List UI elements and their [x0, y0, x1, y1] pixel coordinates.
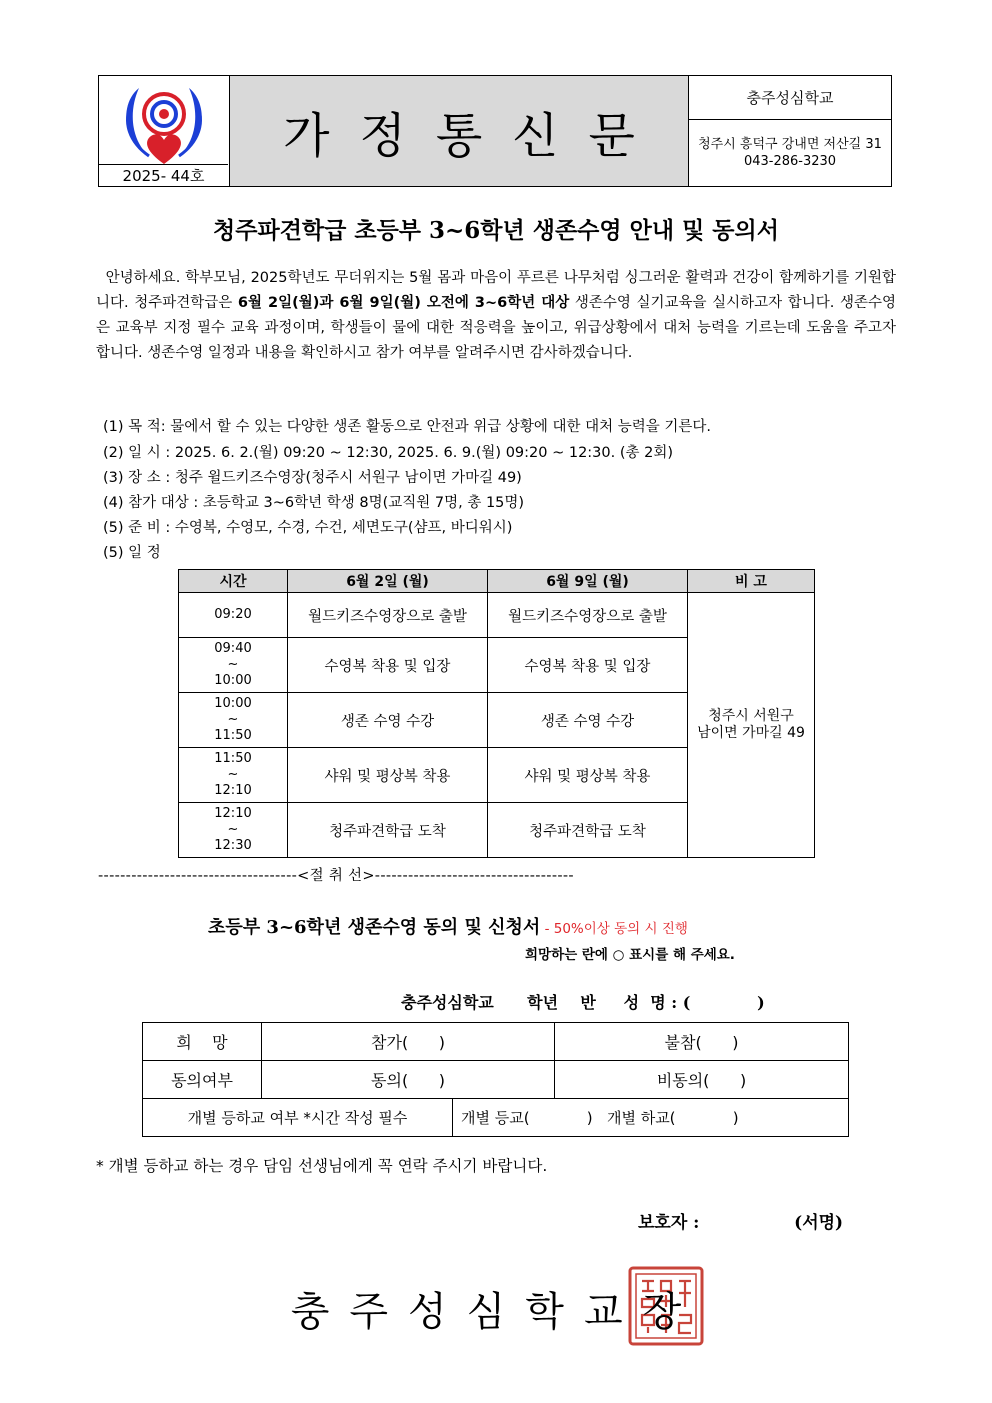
school-phone: 043-286-3230 [743, 154, 837, 169]
item-preparation: (5) 준 비 : 수영복, 수영모, 수경, 수건, 세면도구(샴프, 바디워시) [103, 520, 513, 536]
june2-cell: 수영복 착용 및 입장 [288, 638, 488, 693]
document-title: 청주파견학급 초등부 3~6학년 생존수영 안내 및 동의서 [213, 217, 779, 244]
june9-cell: 월드키즈수영장으로 출발 [488, 593, 688, 638]
time-cell: 09:20 [179, 593, 288, 638]
school-contact [689, 120, 891, 186]
time-cell: 11:50 ~ 12:10 [179, 748, 288, 803]
schedule-table [178, 569, 815, 858]
newsletter-title-cell [230, 76, 689, 186]
item-purpose: (1) 목 적: 물에서 할 수 있는 다양한 생존 활동으로 안전과 위급 상황에 대한 대처 능력을 기른다. [103, 419, 712, 435]
join-option[interactable]: 참가( ) [262, 1023, 555, 1061]
col-june9: 6월 9일 (월) [488, 570, 688, 593]
item-participants: (4) 참가 대상 : 초등학교 3~6학년 학생 8명(교직원 7명, 총 15명) [103, 495, 525, 511]
header-box [98, 75, 892, 187]
form-title [208, 913, 688, 939]
individual-label: 개별 등하교 여부 *시간 작성 필수 [143, 1099, 453, 1136]
form-condition-note: - 50%이상 동의 시 진행 [540, 921, 688, 937]
individual-commute-field[interactable]: 개별 등교( ) 개별 하교( ) [461, 1109, 739, 1127]
logo-cell [99, 76, 230, 186]
consent-label: 동의여부 [143, 1061, 262, 1099]
item-place: (3) 장 소 : 청주 윌드키즈수영장(청주시 서원구 남이면 가마길 49) [103, 470, 522, 486]
time-cell: 12:10 ~ 12:30 [179, 803, 288, 858]
item-date: (2) 일 시 : 2025. 6. 2.(월) 09:20 ~ 12:30, 2025. 6. 9.(월) 09:20 ~ 12:30. (총 2회) [103, 445, 674, 461]
school-address: 청주시 흥덕구 강내면 저산길 31 [698, 137, 882, 152]
principal-title: 충주성심학교장 [290, 1289, 702, 1335]
time-cell: 09:40 ~ 10:00 [179, 638, 288, 693]
june2-cell: 월드키즈수영장으로 출발 [288, 593, 488, 638]
agree-option[interactable]: 동의( ) [262, 1061, 555, 1099]
consent-table [142, 1022, 849, 1137]
form-instruction: 희망하는 란에 ○ 표시를 해 주세요. [525, 947, 735, 963]
table-row [143, 1061, 849, 1099]
student-info-line[interactable]: 충주성심학교 학년 반 성 명 : ( ) [401, 993, 765, 1012]
june2-cell: 샤워 및 평상복 착용 [288, 748, 488, 803]
june9-cell: 청주파견학급 도착 [488, 803, 688, 858]
note-line-2: 남이면 가마길 49 [697, 725, 805, 741]
individual-row [143, 1099, 849, 1137]
note-line-1: 청주시 서원구 [708, 708, 794, 724]
table-row [143, 1023, 849, 1061]
disagree-option[interactable]: 비동의( ) [555, 1061, 849, 1099]
guardian-signature-line[interactable]: 보호자 : (서명) [638, 1213, 844, 1233]
issue-number: 2025- 44호 [99, 164, 228, 186]
intro-paragraph [96, 266, 896, 366]
schedule-header-row [179, 570, 815, 593]
table-row [143, 1099, 849, 1137]
absent-option[interactable]: 불참( ) [555, 1023, 849, 1061]
col-june2: 6월 2일 (월) [288, 570, 488, 593]
col-time: 시간 [179, 570, 288, 593]
note-cell [688, 593, 815, 858]
col-note: 비 고 [688, 570, 815, 593]
june2-cell: 생존 수영 수강 [288, 693, 488, 748]
form-title-text: 초등부 3~6학년 생존수영 동의 및 신청서 [208, 917, 541, 938]
footnote: * 개별 등하교 하는 경우 담임 선생님에게 꼭 연락 주시기 바랍니다. [96, 1157, 548, 1175]
school-name: 충주성심학교 [689, 76, 891, 120]
june9-cell: 샤워 및 평상복 착용 [488, 748, 688, 803]
hope-label: 희 망 [143, 1023, 262, 1061]
item-schedule: (5) 일 정 [103, 545, 161, 561]
intro-bold: 6월 2일(월)과 6월 9일(월) 오전에 3~6학년 대상 [237, 295, 570, 311]
school-logo-icon [119, 82, 209, 166]
june2-cell: 청주파견학급 도착 [288, 803, 488, 858]
cut-line: ------------------------------------<절 취 선>------------------------------------ [98, 868, 574, 884]
time-cell: 10:00 ~ 11:50 [179, 693, 288, 748]
intro-text-1: 안녕하세요. 학부모님, 2025학년도 무더위지는 5월 몸과 마음이 푸르른 나무처럼 싱그러운 활력과 건강이 함께하기를 기원합니다. 청주파견학급은 [96, 270, 897, 311]
june9-cell: 생존 수영 수강 [488, 693, 688, 748]
table-row [179, 593, 815, 638]
june9-cell: 수영복 착용 및 입장 [488, 638, 688, 693]
newsletter-title: 가정통신문 [283, 107, 665, 164]
intro-text-2: 생존수영 실기교육을 실시하고자 합니다. 생존수영은 교육부 지정 필수 교육 과정이며, 학생들이 물에 대한 적응력을 높이고, 위급상황에서 대처 능력을 기르는데 도움을 주고자 합니다. 생존수영 일정과 내용을 확인하시고 참가 여부를 알려주시면 감사하겠습니다. [96, 295, 897, 361]
